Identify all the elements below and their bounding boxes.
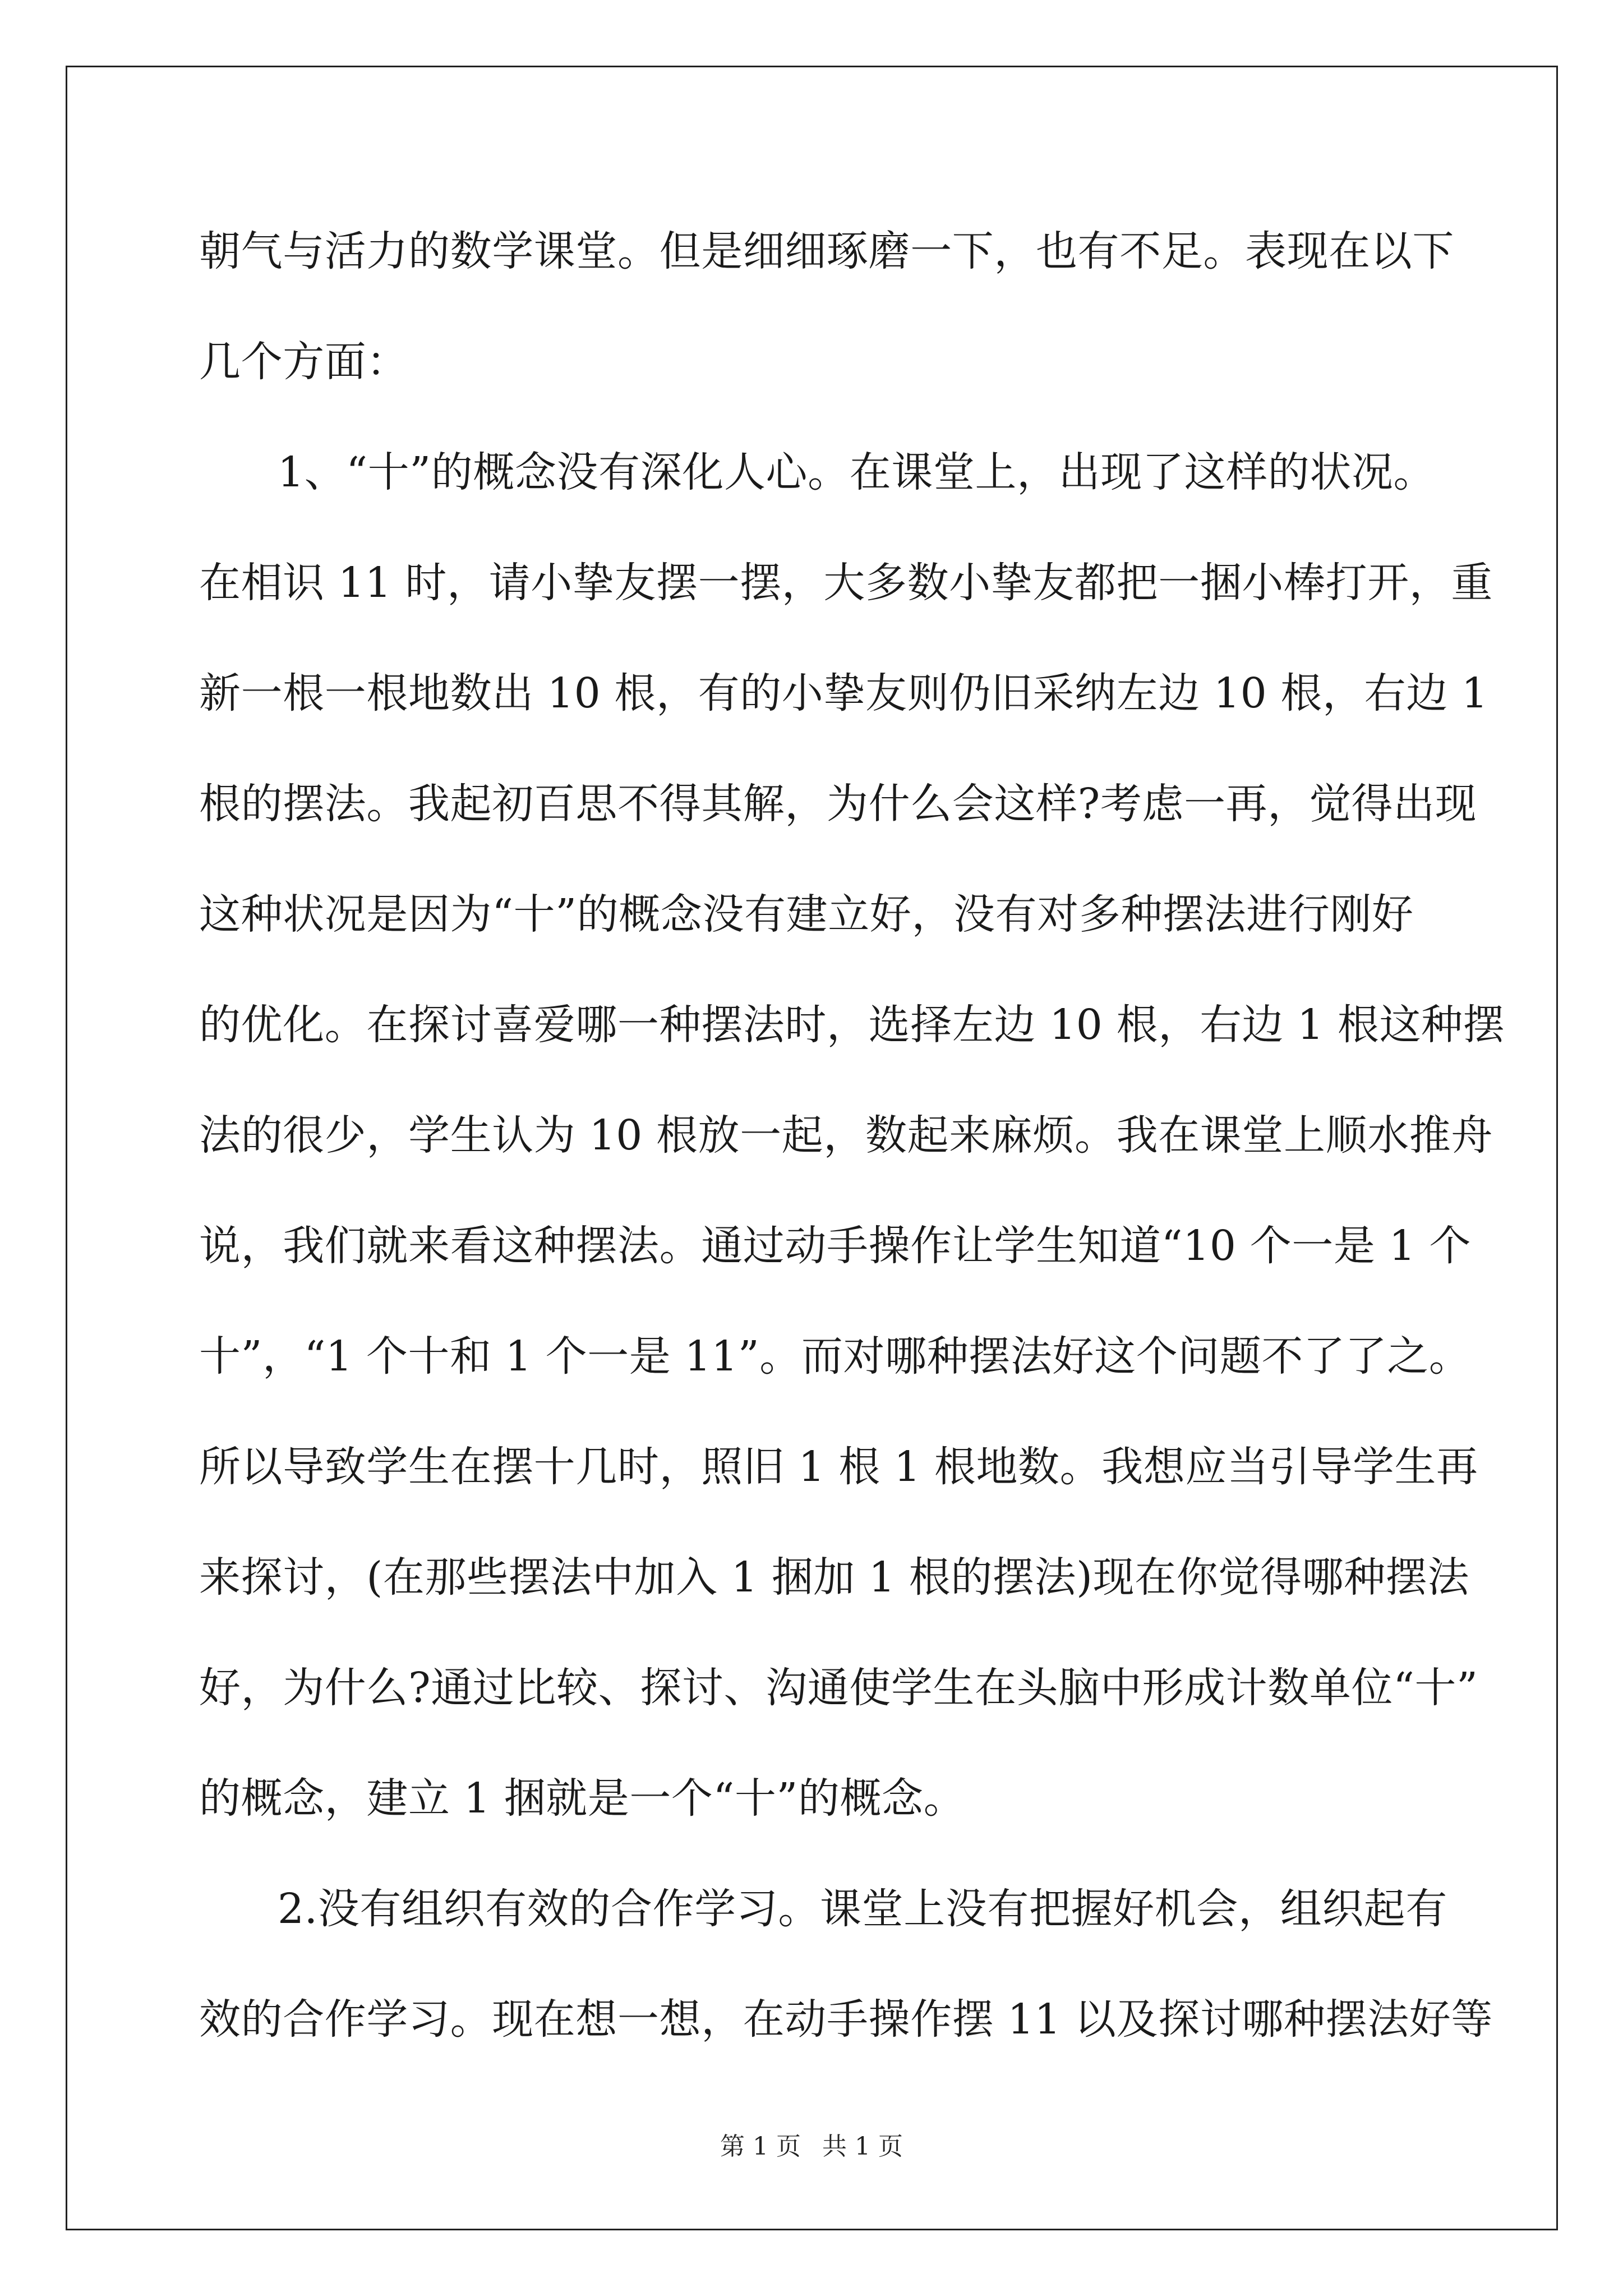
text-line: 好，为什么?通过比较、探讨、沟通使学生在头脑中形成计数单位“十” [199,1664,1478,1712]
text-line: 根的摆法。我起初百思不得其解，为什么会这样?考虑一再，觉得出现 [199,780,1477,828]
text-line: 在相识 11 时，请小挚友摆一摆，大多数小挚友都把一捆小棒打开，重 [199,559,1493,607]
text-line: 效的合作学习。现在想一想，在动手操作摆 11 以及探讨哪种摆法好等 [199,1995,1493,2044]
text-line: 所以导致学生在摆十几时，照旧 1 根 1 根地数。我想应当引导学生再 [199,1443,1478,1491]
page-footer [0,2126,1623,2162]
text-line: 的优化。在探讨喜爱哪一种摆法时，选择左边 10 根，右边 1 根这种摆 [199,1001,1505,1049]
text-line: 这种状况是因为“十”的概念没有建立好，没有对多种摆法进行刚好 [199,890,1414,938]
text-line: 法的很少，学生认为 10 根放一起，数起来麻烦。我在课堂上顺水推舟 [199,1111,1493,1159]
text-line: 新一根一根地数出 10 根，有的小挚友则仍旧采纳左边 10 根，右边 1 [199,669,1488,717]
paragraph-start-line: 2.没有组织有效的合作学习。课堂上没有把握好机会，组织起有 [278,1885,1447,1933]
paragraph-start-line: 1、“十”的概念没有深化人心。在课堂上，出现了这样的状况。 [278,448,1436,496]
page-number: 第 1 页 [720,2132,801,2161]
page-total: 共 1 页 [822,2132,903,2161]
text-line: 几个方面： [199,338,408,386]
text-line: 说，我们就来看这种摆法。通过动手操作让学生知道“10 个一是 1 个 [199,1222,1472,1270]
text-line: 的概念，建立 1 捆就是一个“十”的概念。 [199,1774,966,1823]
document-body [199,196,1505,2075]
text-line: 朝气与活力的数学课堂。但是细细琢磨一下，也有不足。表现在以下 [199,227,1454,275]
text-line: 十”，“1 个十和 1 个一是 11”。而对哪种摆法好这个问题不了了之。 [199,1332,1471,1381]
text-line: 来探讨，(在那些摆法中加入 1 捆加 1 根的摆法)现在你觉得哪种摆法 [199,1553,1469,1602]
